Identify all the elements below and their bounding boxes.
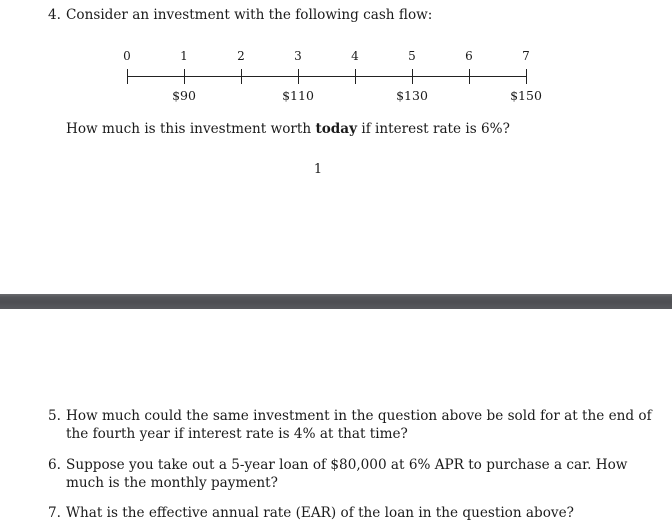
question-4-number: 4. bbox=[48, 7, 61, 23]
timeline-tick-0 bbox=[127, 69, 128, 84]
cash-flow-period-7: $150 bbox=[510, 88, 542, 103]
question-6-line-2: much is the monthly payment? bbox=[66, 475, 278, 491]
question-7-line-1: What is the effective annual rate (EAR) of the loan in the question above? bbox=[66, 505, 574, 521]
period-label-4: 4 bbox=[351, 49, 359, 63]
timeline-tick-1 bbox=[184, 69, 185, 84]
timeline-tick-4 bbox=[355, 69, 356, 84]
question-4-ask-bold: today bbox=[315, 121, 358, 137]
timeline-axis bbox=[127, 76, 526, 77]
period-label-5: 5 bbox=[408, 49, 416, 63]
cash-flow-timeline bbox=[0, 0, 672, 120]
timeline-tick-2 bbox=[241, 69, 242, 84]
period-label-2: 2 bbox=[237, 49, 245, 63]
cash-flow-period-5: $130 bbox=[396, 88, 428, 103]
period-label-6: 6 bbox=[465, 49, 473, 63]
question-4-ask-after: if interest rate is 6%? bbox=[361, 121, 510, 137]
timeline-tick-7 bbox=[526, 69, 527, 84]
cash-flow-period-3: $110 bbox=[282, 88, 314, 103]
period-label-0: 0 bbox=[123, 49, 131, 63]
question-5-line-1: How much could the same investment in the question above be sold for at the end of bbox=[66, 408, 652, 424]
cash-flow-period-1: $90 bbox=[172, 88, 196, 103]
page-separator bbox=[0, 294, 672, 309]
period-label-7: 7 bbox=[522, 49, 530, 63]
question-6-number: 6. bbox=[48, 457, 61, 473]
timeline-tick-3 bbox=[298, 69, 299, 84]
question-4-text: Consider an investment with the following cash flow: bbox=[66, 7, 433, 23]
question-4-ask-before: How much is this investment worth bbox=[66, 121, 312, 137]
page-number: 1 bbox=[313, 162, 323, 177]
timeline-tick-6 bbox=[469, 69, 470, 84]
timeline-tick-5 bbox=[412, 69, 413, 84]
question-5-number: 5. bbox=[48, 408, 61, 424]
question-6-line-1: Suppose you take out a 5-year loan of $80,000 at 6% APR to purchase a car. How bbox=[66, 457, 628, 473]
question-7-number: 7. bbox=[48, 505, 61, 521]
question-5-line-2: the fourth year if interest rate is 4% at that time? bbox=[66, 426, 408, 442]
period-label-1: 1 bbox=[180, 49, 188, 63]
period-label-3: 3 bbox=[294, 49, 302, 63]
question-4-ask bbox=[66, 121, 510, 138]
